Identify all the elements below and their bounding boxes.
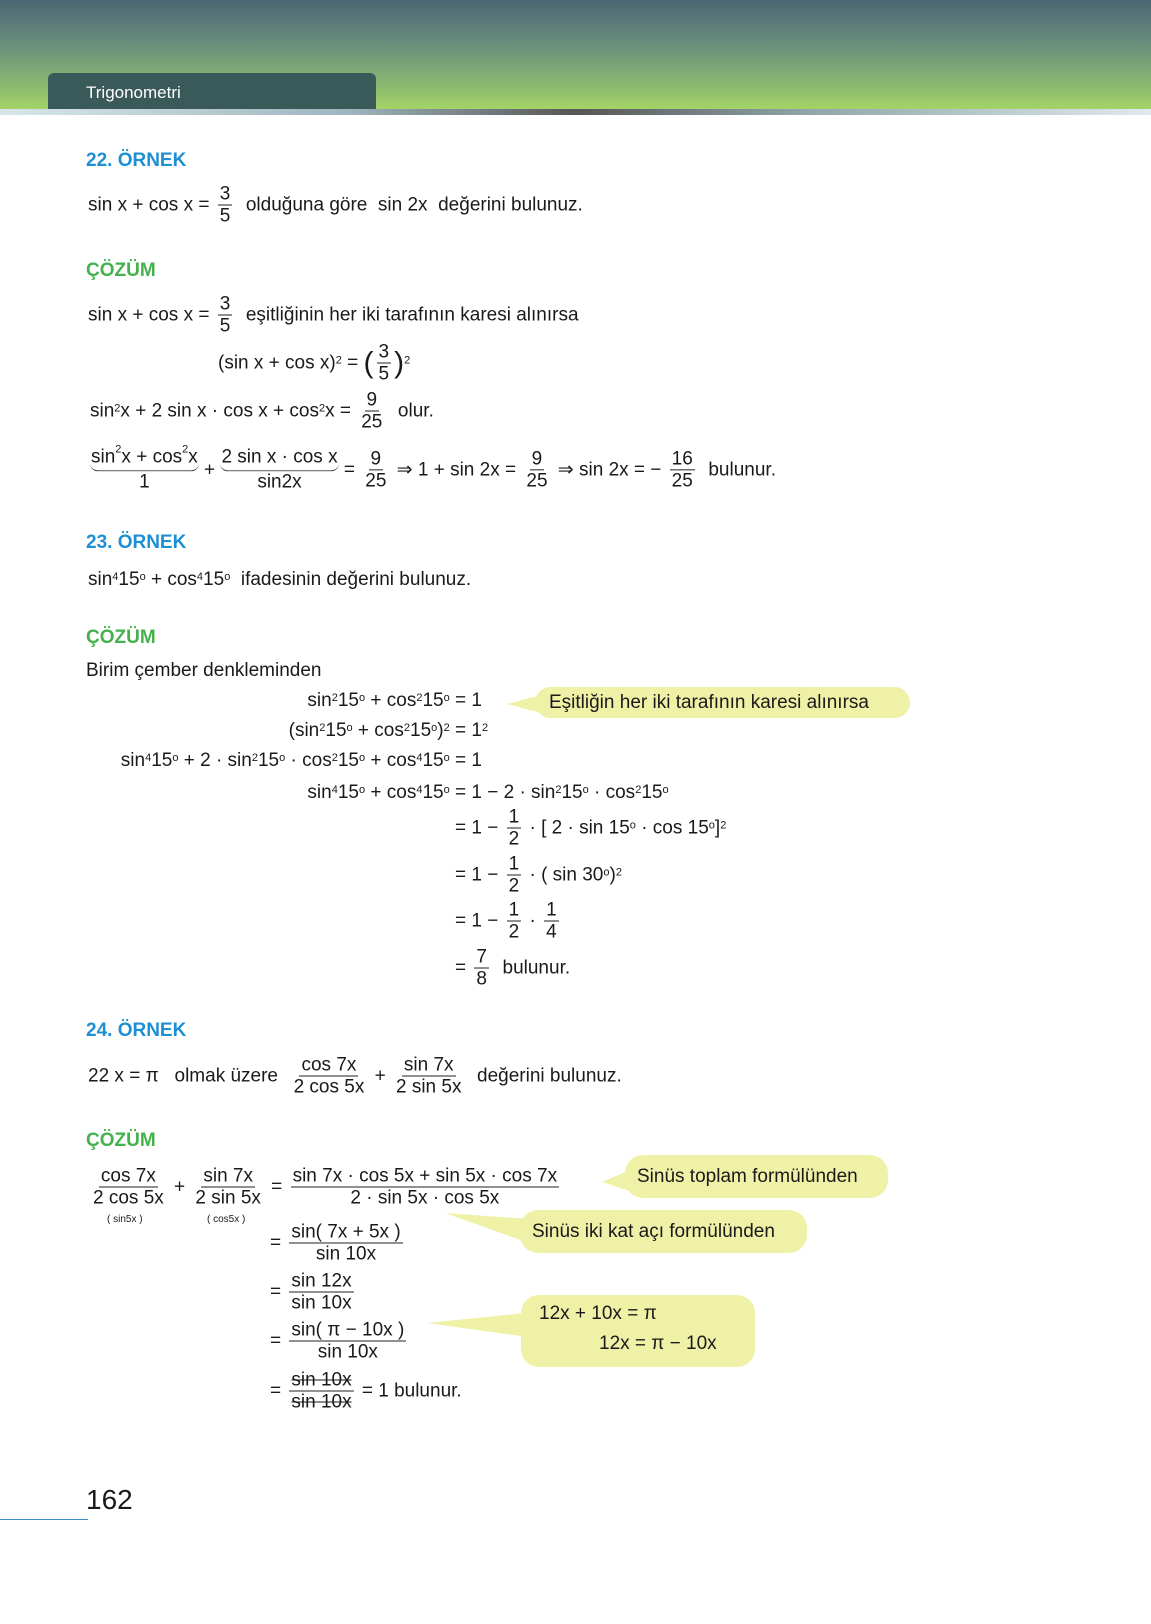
- numerator: [218, 184, 233, 206]
- math-text: sin( π − 10x ): [291, 1319, 405, 1341]
- math-text: 1: [508, 853, 520, 875]
- math-text: 5: [219, 205, 231, 227]
- exponent: 2: [331, 752, 338, 764]
- math-text: ⇒ sin 2x = −: [552, 459, 667, 481]
- note-bubble: Eşitliğin her iki tarafının karesi alınırsa: [535, 687, 910, 718]
- exponent: 2: [555, 784, 562, 796]
- denominator: [394, 1077, 463, 1098]
- math-text: · ( sin 30: [524, 864, 604, 885]
- math-text: bulunur.: [697, 458, 776, 480]
- numerator: [218, 294, 233, 316]
- math-text: cos 7x: [100, 1165, 156, 1187]
- exponent: 2: [403, 722, 410, 734]
- exponent: 2: [404, 354, 411, 366]
- fraction: [544, 900, 559, 943]
- exponent: o: [431, 722, 438, 734]
- fraction: [289, 1222, 402, 1265]
- numerator: [289, 1370, 353, 1392]
- numerator: [530, 448, 545, 470]
- math-text: =: [341, 352, 364, 373]
- math-text: 15: [422, 750, 444, 771]
- math-text: +: [369, 1065, 391, 1086]
- exponent: 2: [318, 402, 326, 414]
- solution-line: [90, 390, 434, 433]
- numerator: [289, 1320, 406, 1342]
- math-text: (sin: [288, 720, 320, 741]
- fraction: [91, 1166, 166, 1209]
- math-text: (sin x + cos x): [218, 352, 336, 373]
- math-text: sin: [91, 446, 116, 468]
- exponent: o: [346, 722, 353, 734]
- math-text: x + cos: [121, 446, 183, 468]
- exponent: 2: [335, 354, 342, 366]
- fraction: [474, 947, 489, 990]
- exponent: o: [629, 819, 636, 831]
- exponent: 4: [331, 784, 338, 796]
- fraction: [359, 390, 384, 433]
- math-text: + cos: [145, 569, 197, 590]
- example-22-question: [88, 184, 583, 227]
- note-equation: 12x = π − 10x: [599, 1333, 717, 1354]
- math-text: 25: [365, 470, 387, 492]
- numerator: [289, 1222, 402, 1244]
- exponent: 4: [196, 571, 204, 583]
- math-text: ]: [714, 817, 721, 838]
- math-text: 2: [508, 875, 520, 897]
- equation-rhs: [455, 807, 726, 850]
- solution-intro: Birim çember denkleminden: [86, 660, 322, 681]
- fraction: [507, 807, 522, 850]
- fraction: [363, 448, 388, 491]
- math-text: = 1 − 2 · sin: [455, 782, 556, 803]
- fraction: [289, 1320, 406, 1363]
- denominator: [292, 1077, 367, 1098]
- math-text: · cos 15: [635, 817, 709, 838]
- math-text: bulunur.: [491, 957, 571, 978]
- example-23-question: [88, 569, 471, 591]
- exponent: o: [279, 752, 286, 764]
- math-text: 15: [337, 782, 359, 803]
- exponent: 2: [115, 443, 122, 456]
- fraction: [292, 1055, 367, 1098]
- math-text: ⇒ 1 + sin 2x =: [391, 459, 522, 481]
- math-text: sin: [307, 690, 332, 711]
- math-text: 15: [337, 750, 359, 771]
- math-text: sin: [90, 400, 115, 421]
- math-text: + cos: [352, 720, 404, 741]
- exponent: o: [443, 784, 450, 796]
- example-23-title: 23. ÖRNEK: [86, 532, 187, 553]
- math-text: · cos: [588, 782, 636, 803]
- exponent: o: [662, 784, 669, 796]
- math-text: 22 x = π olmak üzere: [88, 1065, 289, 1086]
- numerator: [507, 807, 522, 829]
- denominator: [474, 969, 489, 990]
- exponent: 2: [720, 819, 727, 831]
- exponent: o: [708, 819, 715, 831]
- math-text: 5: [219, 315, 231, 337]
- fraction: [507, 854, 522, 897]
- numerator: [670, 448, 695, 470]
- math-text: 15: [641, 782, 663, 803]
- numerator: [544, 900, 559, 922]
- equation-rhs: [455, 947, 570, 990]
- math-text: olur.: [387, 400, 434, 421]
- math-text: x =: [325, 400, 357, 421]
- exponent: 2: [481, 722, 489, 734]
- underbrace-term: [90, 443, 199, 471]
- exponent: o: [224, 571, 231, 583]
- denominator: [91, 1188, 166, 1209]
- underbrace-group: [90, 443, 199, 493]
- numerator: [299, 1055, 358, 1077]
- example-24-solution-title: ÇÖZÜM: [86, 1130, 156, 1151]
- equation-lhs: [289, 720, 455, 742]
- math-text: sin 7x: [403, 1054, 454, 1076]
- exponent: 4: [416, 784, 423, 796]
- chapter-tab: [48, 73, 376, 110]
- numerator: [289, 1271, 353, 1293]
- equation-rhs: [455, 690, 482, 712]
- denominator: [363, 470, 388, 491]
- math-text: 9: [366, 389, 378, 411]
- math-text: 15: [118, 569, 140, 590]
- math-text: sin 10x: [291, 1391, 352, 1413]
- denominator: [377, 364, 392, 385]
- math-text: = 1 −: [455, 817, 504, 838]
- math-text: 15: [203, 569, 225, 590]
- math-text: =: [270, 1330, 287, 1351]
- solution-line: [88, 1166, 562, 1209]
- math-text: sin x + cos x =: [88, 304, 215, 325]
- numerator: [99, 1166, 158, 1188]
- equation-lhs: [121, 750, 455, 772]
- math-text: 3: [219, 183, 231, 205]
- math-text: x + 2 sin x · cos x + cos: [120, 400, 319, 421]
- denominator: [670, 470, 695, 491]
- page-number-rule: [0, 1519, 88, 1520]
- math-text: ifadesinin değerini bulunuz.: [230, 569, 472, 590]
- note-bubble: Sinüs iki kat açı formülünden: [520, 1210, 807, 1253]
- solution-step: [270, 1320, 409, 1363]
- math-text: 2 cos 5x: [93, 1187, 164, 1209]
- denominator: [316, 1342, 380, 1363]
- math-text: 5: [378, 363, 390, 385]
- note-bubble: Sinüs toplam formülünden: [625, 1155, 888, 1198]
- math-text: sin 7x: [203, 1165, 253, 1187]
- numerator: [377, 342, 392, 364]
- denominator: [289, 1293, 353, 1314]
- example-22-title: 22. ÖRNEK: [86, 150, 187, 171]
- math-text: =: [265, 1176, 288, 1197]
- underbrace-group: [220, 446, 338, 493]
- equation-rhs: [455, 900, 562, 943]
- exponent: 2: [114, 402, 121, 414]
- math-text: 15: [325, 720, 347, 741]
- exponent: 2: [635, 784, 642, 796]
- math-text: 2 sin 5x: [195, 1187, 261, 1209]
- exponent: 2: [615, 866, 622, 878]
- math-text: =: [270, 1281, 287, 1302]
- math-text: 15: [337, 690, 359, 711]
- underbrace-label: sin2x: [257, 471, 302, 493]
- numerator: [365, 390, 380, 412]
- exponent: o: [172, 752, 179, 764]
- equation-rhs: [455, 720, 488, 742]
- header-divider: [0, 109, 1151, 115]
- math-text: = 1 −: [455, 864, 504, 885]
- fraction: [394, 1055, 463, 1098]
- note-equation: 12x + 10x = π: [539, 1303, 657, 1324]
- math-text: olduğuna göre sin 2x değerini bulunuz.: [235, 194, 583, 215]
- math-text: 7: [476, 946, 487, 968]
- exponent: 2: [443, 722, 450, 734]
- math-text: 4: [546, 921, 557, 943]
- numerator: [402, 1055, 456, 1077]
- math-text: sin 7x · cos 5x + sin 5x · cos 7x: [292, 1165, 558, 1187]
- exponent: o: [358, 752, 366, 764]
- math-text: 2 cos 5x: [293, 1076, 365, 1098]
- numerator: [507, 854, 522, 876]
- multiplier-label: ( sin5x ): [107, 1214, 143, 1225]
- math-text: + cos: [365, 782, 417, 803]
- math-text: eşitliğinin her iki tarafının karesi alınırsa: [235, 304, 579, 325]
- math-text: 15: [422, 690, 444, 711]
- fraction: [377, 342, 392, 385]
- math-text: sin 10x: [291, 1292, 352, 1314]
- math-text: sin: [88, 569, 113, 590]
- math-text: 2: [508, 828, 520, 850]
- denominator: [507, 922, 522, 943]
- denominator: [314, 1244, 378, 1265]
- denominator: [348, 1188, 501, 1209]
- math-text: 2 · sin 5x · cos 5x: [350, 1187, 500, 1209]
- fraction: [193, 1166, 262, 1209]
- numerator: [291, 1166, 560, 1188]
- math-text: ): [609, 864, 616, 885]
- numerator: [201, 1166, 255, 1188]
- underbrace-label: 1: [139, 471, 150, 493]
- math-text: sin: [120, 750, 146, 771]
- math-text: =: [338, 458, 361, 480]
- math-text: değerini bulunuz.: [466, 1065, 622, 1086]
- math-text: + cos: [365, 750, 417, 771]
- example-22-solution-title: ÇÖZÜM: [86, 260, 156, 281]
- math-text: 15: [151, 750, 173, 771]
- exponent: 2: [251, 752, 258, 764]
- exponent: 4: [416, 752, 423, 764]
- math-text: = 1: [455, 750, 482, 771]
- math-text: = 1: [455, 720, 482, 741]
- math-text: 15: [257, 750, 280, 771]
- math-text: ·: [524, 910, 542, 931]
- exponent: o: [582, 784, 589, 796]
- example-24-title: 24. ÖRNEK: [86, 1020, 187, 1041]
- exponent: 4: [145, 752, 152, 764]
- math-text: x: [188, 446, 198, 468]
- math-text: sin 10x: [315, 1243, 377, 1265]
- multiplier-label: ( cos5x ): [207, 1214, 246, 1225]
- math-text: 25: [671, 470, 693, 492]
- math-text: 25: [361, 411, 383, 433]
- fraction: [524, 448, 549, 491]
- math-text: · cos: [285, 750, 332, 771]
- exponent: 2: [182, 443, 189, 456]
- math-text: =: [270, 1232, 287, 1253]
- math-text: 1: [508, 899, 520, 921]
- math-text: sin 10x: [291, 1369, 352, 1391]
- exponent: o: [443, 692, 450, 704]
- equation-rhs: [455, 782, 669, 804]
- numerator: [474, 947, 489, 969]
- math-text: = 1 bulunur.: [356, 1380, 462, 1401]
- chapter-title: Trigonometri: [86, 83, 181, 102]
- solution-line: [88, 294, 579, 337]
- math-text: 3: [219, 293, 231, 315]
- fraction: [507, 900, 522, 943]
- fraction: [218, 184, 233, 227]
- example-23-solution-title: ÇÖZÜM: [86, 627, 156, 648]
- math-text: + 2 · sin: [178, 750, 252, 771]
- fraction: [289, 1271, 353, 1314]
- exponent: o: [443, 752, 450, 764]
- denominator: [218, 316, 233, 337]
- math-text: = 1 −: [455, 910, 504, 931]
- denominator: [507, 876, 522, 897]
- math-text: =: [270, 1380, 287, 1401]
- equation-rhs: [455, 750, 482, 772]
- solution-line: [218, 342, 410, 385]
- underbrace-term: [220, 446, 338, 471]
- bracket: (: [363, 346, 374, 379]
- math-text: sin x + cos x =: [88, 194, 215, 215]
- math-text: 8: [476, 968, 487, 990]
- equation-lhs: [307, 690, 455, 712]
- bracket: ): [394, 346, 405, 379]
- math-text: 2 sin x · cos x: [221, 446, 338, 468]
- denominator: [359, 412, 384, 433]
- fraction: [291, 1166, 560, 1209]
- denominator: [544, 922, 559, 943]
- denominator: [218, 206, 233, 227]
- math-text: +: [198, 458, 221, 480]
- denominator: [524, 470, 549, 491]
- math-text: sin( 7x + 5x ): [291, 1221, 401, 1243]
- math-text: cos 7x: [301, 1054, 357, 1076]
- math-text: = 1: [455, 690, 482, 711]
- equation-rhs: [455, 854, 622, 897]
- exponent: o: [358, 784, 366, 796]
- math-text: 1: [508, 806, 520, 828]
- note-bubble: [521, 1295, 755, 1367]
- math-text: 2: [508, 921, 520, 943]
- math-text: 15: [410, 720, 432, 741]
- exponent: 2: [319, 722, 326, 734]
- math-text: sin 10x: [317, 1341, 378, 1363]
- fraction: [218, 294, 233, 337]
- denominator: [193, 1188, 262, 1209]
- denominator: [289, 1392, 353, 1413]
- math-text: +: [168, 1176, 191, 1197]
- math-text: + cos: [365, 690, 417, 711]
- solution-step: [270, 1271, 357, 1314]
- note-pointer: [425, 1310, 535, 1340]
- denominator: [507, 829, 522, 850]
- math-text: sin: [307, 782, 332, 803]
- math-text: sin 12x: [291, 1270, 352, 1292]
- math-text: =: [455, 957, 472, 978]
- numerator: [507, 900, 522, 922]
- solution-step: [270, 1370, 462, 1413]
- math-text: ): [437, 720, 444, 741]
- math-text: 9: [531, 448, 543, 470]
- example-24-question: [88, 1055, 622, 1098]
- math-text: 1: [546, 899, 557, 921]
- exponent: 2: [416, 692, 423, 704]
- math-text: 25: [526, 470, 548, 492]
- fraction: [670, 448, 695, 491]
- math-text: 2 sin 5x: [395, 1076, 462, 1098]
- exponent: o: [139, 571, 146, 583]
- math-text: 9: [370, 448, 382, 470]
- exponent: 2: [331, 692, 338, 704]
- exponent: o: [603, 866, 610, 878]
- equation-lhs: [307, 782, 455, 804]
- math-text: 16: [671, 448, 693, 470]
- solution-line: [90, 443, 776, 493]
- math-text: · [ 2 · sin 15: [524, 817, 630, 838]
- page-number: 162: [86, 1484, 133, 1515]
- math-text: 3: [378, 341, 390, 363]
- exponent: 4: [112, 571, 119, 583]
- fraction: [289, 1370, 353, 1413]
- exponent: o: [358, 692, 366, 704]
- numerator: [369, 448, 384, 470]
- math-text: 15: [561, 782, 583, 803]
- solution-step: [270, 1222, 406, 1265]
- math-text: 15: [422, 782, 444, 803]
